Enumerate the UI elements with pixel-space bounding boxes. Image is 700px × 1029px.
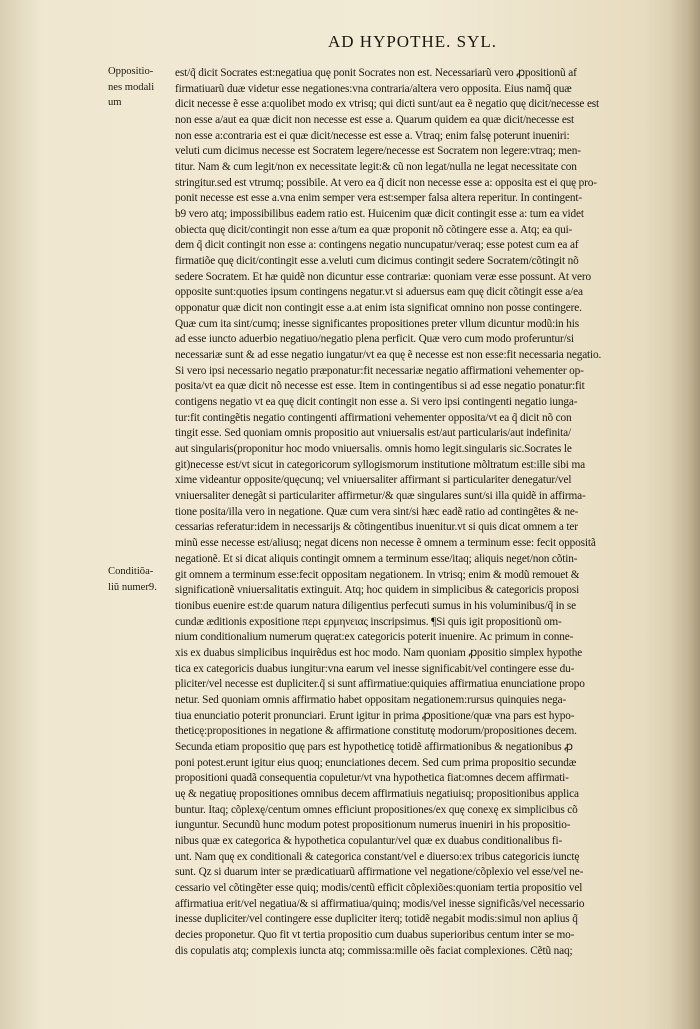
text-line: stringitur.sed est vtrumq; possibile. At vero ea q̃ dicit non necesse esse a: opposita est ei quę pro-	[175, 176, 597, 189]
text-line: unt. Nam quę ex conditionali & categorica constant/vel e diuerso:ex tribus categoricis iunctę	[175, 850, 580, 863]
margin-note-line: liũ numer9.	[108, 581, 157, 593]
text-line: nium conditionalium numerum quęrat:ex categoricis poterit inuenire. Ac primum in conne-	[175, 631, 574, 644]
text-line: opposite sunt:quoties ipsum contingens negatur.vt si aduersus eam quę dicit cõtingit esse a/ea	[175, 286, 583, 299]
text-line: affirmatiua erit/vel negatiua/& si affirmatiua/quinq; modis/vel inesse significãs/vel necessario	[175, 897, 585, 910]
text-line: Si vero ipsi necessario negatio præponatur:fit necessariæ negatio affirmationi vehementer op-	[175, 364, 584, 377]
text-line: opponatur quæ dicit non contingit esse a.at enim ista significat omnino non posse contingere.	[175, 302, 582, 315]
text-line: Quæ cum ita sint/cumq; inesse significantes propositiones preter vllum dicuntur modũ:in his	[175, 317, 579, 330]
text-line: nibus quæ ex categorica & hypothetica copulantur/vel quæ ex duabus conditionalibus fi-	[175, 834, 563, 847]
text-line: firmatiõe quę dicit/contingit esse a.veluti cum dicimus contingit sedere Socratem/cõtingit nõ	[175, 255, 579, 268]
text-line: non esse a/aut ea quæ dicit non necesse est esse a. Quarum quidem ea quæ dicit/necesse est	[175, 114, 575, 127]
margin-note-line: Oppositio-	[108, 66, 154, 77]
text-line: inesse dupliciter/vel contingere esse dupliciter iterq; totidẽ negabit modis:simul non aplius q̃	[175, 913, 578, 926]
text-line: tione posita/illa vero in negatione. Quæ cum vera sint/si hæc eadẽ ratio ad contingẽtes & ne-	[175, 505, 579, 518]
text-line: contigens negatio vt ea quę dicit contingit non esse a. Si vero ipsi contingenti negatio iunga-	[175, 396, 578, 409]
text-line: xime videantur opposite/quęcunq; vel vniuersaliter affirmant si particulariter denegatur/vel	[175, 474, 572, 487]
text-line: ponit necesse est esse a.vna enim semper vera est:semper falsa altera reperitur. In contingent-	[175, 192, 583, 205]
text-line: b9 vero atq; impossibilibus eadem ratio est. Huicenim quæ dicit contingit esse a: tum ea videt	[175, 208, 584, 221]
text-line: non esse a:contraria est ei quæ dicit/necesse est esse a. Vtraq; enim falsę poterunt inueniri:	[175, 129, 570, 142]
text-line: cessario vel cõtingẽter esse quiq; modis/centũ efficit cõplexiões:quoniam tertia propositio vel	[175, 881, 583, 894]
text-line: pliciter/vel necesse est dupliciter.q̃ si sunt affirmatiue:quiquies affirmatiua enunciatione propo	[175, 678, 585, 691]
text-line: netur. Sed quoniam omnis affirmatio habet oppositam negationem:rursus quinquies nega-	[175, 693, 567, 706]
text-line: dem q̃ dicit contingit non esse a: contingens negatio nuncupatur/veraq; esse potest cum ea af	[175, 239, 579, 252]
body-text	[175, 66, 677, 959]
text-line: sedere Socratem. Et hæ quidẽ non dicuntur esse contrariæ: quoniam veræ esse possunt. At vero	[175, 270, 592, 283]
margin-note-line: nes modali	[108, 81, 155, 93]
margin-note-line: Conditiõa-	[108, 566, 154, 577]
text-line: sunt. Qz si duarum inter se prædicatiuarũ affirmatione vel negatione/cõplexio vel esse/vel ne-	[175, 866, 584, 879]
text-line: vniuersaliter denegãt si particulariter affirmetur/& quæ singulares sunt/si illa quidẽ in affirma-	[175, 490, 586, 503]
text-line: veluti cum dicimus necesse est Socratem legere/necesse est Socratem non legere:vtraq; men-	[175, 145, 581, 158]
text-line: git)necesse est/vt sicut in categoricorum syllogismorum institutione mõltratum est:ille sibi ma	[175, 458, 585, 471]
text-line: minũ esse necesse est/aliusq; negat dicens non necesse ẽ omnem a terminum esse: fecit oppositã	[175, 537, 596, 550]
text-line: significationẽ vniuersalitatis extinguit. Atq; hoc quidem in simplicibus & categoricis proposi	[175, 584, 580, 597]
text-line: tionibus euenire est:de quarum natura diligentius perfecuti sumus in his voluminibus/q̃ in se	[175, 599, 576, 612]
text-line: xis ex duabus simplicibus inquirẽdus est hoc modo. Nam quoniam ꝓpositio simplex hypothe	[175, 646, 583, 659]
text-line: poni potest.erunt igitur eius quoq; enunciationes decem. Sed cum prima propositio secundæ	[175, 756, 577, 769]
text-line: tur:fit contingẽtis negatio contingenti affirmationi vehementer opposita/vt ea q̃ dicit nõ con	[175, 411, 572, 424]
margin-note-conditionalium	[108, 564, 174, 595]
text-line: propositioni quadã consequentia copuletur/vt vna hypothetica fiat:omnes decem affirmati-	[175, 772, 569, 785]
text-line: iunguntur. Secundũ hunc modum potest propositionum numerus inueniri in his propositio-	[175, 819, 571, 832]
text-line: tica ex categoricis duabus iungitur:vna earum vel inesse significabit/vel contingere esse du-	[175, 662, 575, 675]
text-line: tiua enunciatio poterit pronunciari. Erunt igitur in prima ꝓpositione/quæ vna pars est hypo-	[175, 709, 575, 722]
text-line: posita/vt ea quæ dicit nõ necesse est esse. Item in contingentibus si ad esse negatio ponatur:fit	[175, 380, 585, 393]
text-line: negationẽ. Et si dicat aliquis contingit omnem a terminum esse/itaq; aliquis neget/non cõtin-	[175, 552, 578, 565]
text-line: aut singularis(proponitur hoc modo vniuersalis. omnis homo legit.singularis sic.Socrates le	[175, 443, 572, 456]
text-line: necessariæ sunt & ad esse negatio iungatur/vt ea quę ẽ necesse est non esse:fit necessaria negatio.	[175, 349, 602, 362]
text-line: ad esse iuncto aduerbio negatiuo/negatio plena perficit. Quæ vero cum modo proferuntur/si	[175, 333, 574, 346]
margin-note-oppositiones	[108, 64, 174, 111]
text-line: tingit esse. Sed quoniam omnis propositio aut vniuersalis est/aut particularis/aut indefinita/	[175, 427, 571, 440]
running-title: AD HYPOTHE. SYL.	[328, 32, 497, 51]
text-line: cundæ æditionis expositione περι ερμηνειας inscripsimus. ¶Si quis igit propositionũ om-	[175, 615, 562, 628]
text-line: uę & negatiuę propositiones omnibus decem affirmatiuis negatiuisq; propositionibus applica	[175, 787, 579, 800]
text-line: decies proponetur. Quo fit vt tertia propositio cum duabus superioribus centum inter se mo-	[175, 928, 575, 941]
text-line: git omnem a terminum esse:fecit oppositam negationem. In vtrisq; enim & modũ remouet &	[175, 568, 580, 581]
text-line: dis copulatis atq; complexis iuncta atq; commissa:mille oẽs faciat complexiones. Cẽtũ naq;	[175, 944, 573, 957]
text-line: theticę:propositiones in negatione & affirmatione constitutę modorum/propositiones decem.	[175, 725, 577, 738]
text-line: firmatiuarũ duæ videtur esse negationes:vna contraria/altera vero opposita. Eius namq̃ quæ	[175, 82, 572, 95]
text-line: est/q̃ dicit Socrates est:negatiua quę ponit Socrates non est. Necessariarũ vero ꝓpositionũ af	[175, 67, 577, 79]
text-line: titur. Nam & cum legit/non ex necessitate legit:& cũ non legat/nulla ne legat necessitate con	[175, 161, 577, 174]
text-line: Secunda etiam propositio quę pars est hypotheticę totidẽ affirmationibus & negationibus ꝓ	[175, 740, 573, 753]
text-line: obiecta quę dicit/contingit non esse a/tum ea quæ proponit nõ cõtingere esse a. Atq; ea qui-	[175, 223, 573, 236]
text-line: dicit necesse ẽ esse a:quolibet modo ex vtrisq; qui dicti sunt/aut ea ẽ negatio quę dicit/necesse est	[175, 98, 600, 111]
margin-note-line: um	[108, 97, 122, 108]
text-line: buntur. Itaq; cõplexę/centum omnes efficiunt propositiones/ex quę conexę ex simplicibus cõ	[175, 803, 578, 816]
text-line: cessarias referatur:idem in necessarijs & cõtingentibus inuenitur.vt si quis dicat omnem a ter	[175, 521, 578, 534]
